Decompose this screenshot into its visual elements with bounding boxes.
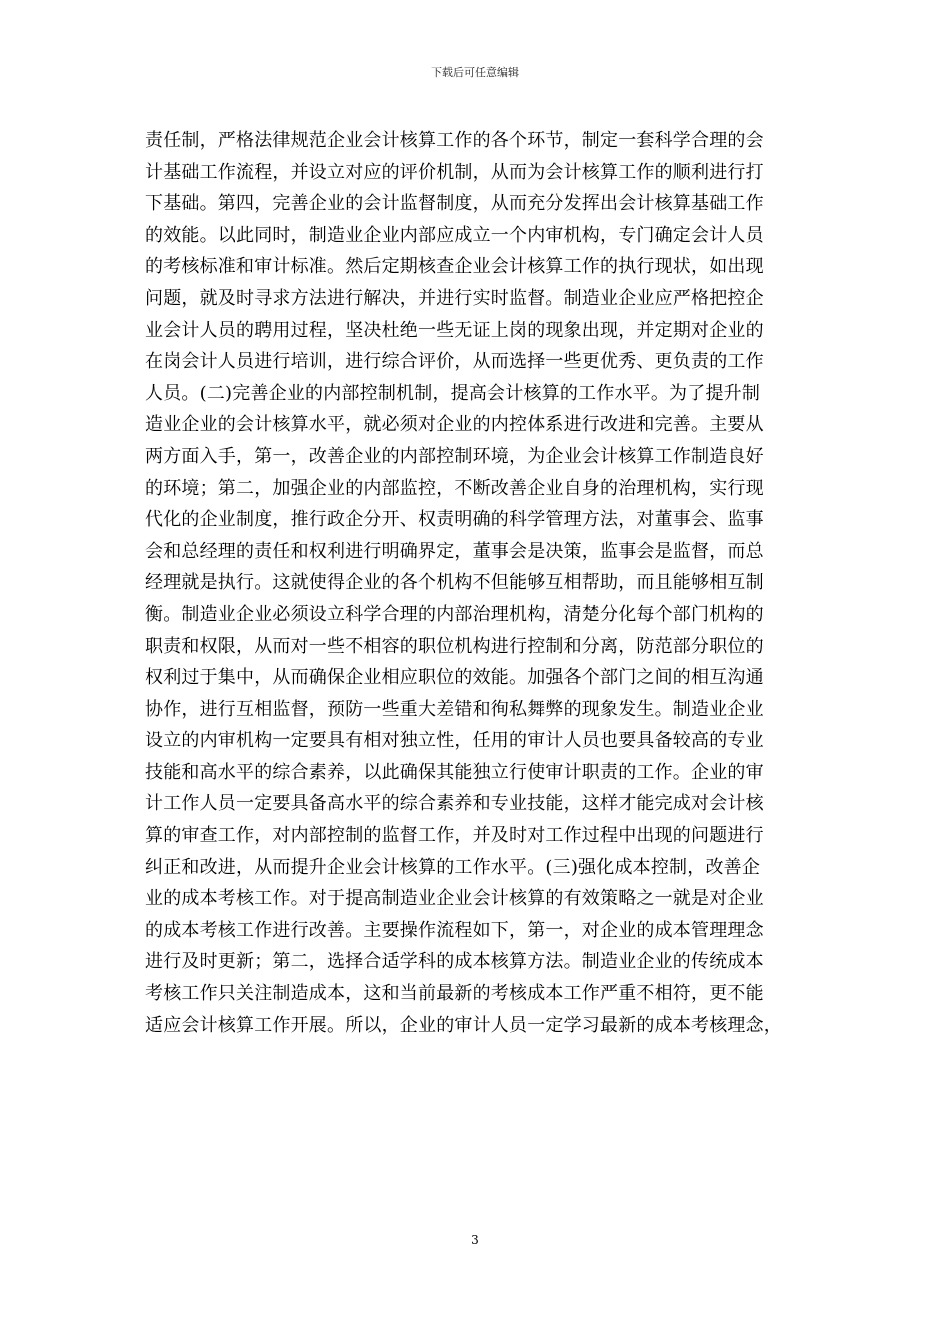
text-line: 在岗会计人员进行培训，进行综合评价，从而选择一些更优秀、更负责的工作: [145, 351, 764, 373]
text-line: 问题，就及时寻求方法进行解决，并进行实时监督。制造业企业应严格把控企: [145, 287, 764, 309]
text-line: 会和总经理的责任和权利进行明确界定，董事会是决策，监事会是监督，而总: [145, 540, 764, 562]
text-line: 衡。制造业企业必须设立科学合理的内部治理机构，清楚分化每个部门机构的: [145, 603, 764, 625]
text-line: 权利过于集中，从而确保企业相应职位的效能。加强各个部门之间的相互沟通: [145, 667, 764, 689]
text-line: 协作，进行互相监督，预防一些重大差错和徇私舞弊的现象发生。制造业企业: [145, 698, 764, 720]
page-header: 下载后可任意编辑: [431, 66, 519, 79]
text-line: 适应会计核算工作开展。所以，企业的审计人员一定学习最新的成本考核理念，: [145, 1014, 782, 1036]
text-line: 两方面入手，第一，改善企业的内部控制环境，为企业会计核算工作制造良好: [145, 445, 764, 467]
text-line: 业会计人员的聘用过程，坚决杜绝一些无证上岗的现象出现，并定期对企业的: [145, 319, 764, 341]
text-line: 代化的企业制度，推行政企分开、权责明确的科学管理方法，对董事会、监事: [145, 509, 764, 531]
text-line: 计工作人员一定要具备高水平的综合素养和专业技能，这样才能完成对会计核: [145, 793, 764, 815]
text-line: 人员。(二)完善企业的内部控制机制，提高会计核算的工作水平。为了提升制: [145, 382, 761, 404]
text-line: 计基础工作流程，并设立对应的评价机制，从而为会计核算工作的顺利进行打: [145, 161, 764, 183]
text-line: 的考核标准和审计标准。然后定期核查企业会计核算工作的执行现状，如出现: [145, 256, 764, 278]
body-text: [145, 125, 805, 1041]
text-line: 的效能。以此同时，制造业企业内部应成立一个内审机构，专门确定会计人员: [145, 224, 764, 246]
text-line: 责任制，严格法律规范企业会计核算工作的各个环节，制定一套科学合理的会: [145, 130, 764, 151]
text-line: 设立的内审机构一定要具有相对独立性，任用的审计人员也要具备较高的专业: [145, 730, 764, 752]
text-line: 职责和权限，从而对一些不相容的职位机构进行控制和分离，防范部分职位的: [145, 635, 764, 657]
text-line: 纠正和改进，从而提升企业会计核算的工作水平。(三)强化成本控制，改善企: [145, 856, 761, 878]
text-line: 业的成本考核工作。对于提高制造业企业会计核算的有效策略之一就是对企业: [145, 888, 764, 910]
text-line: 造业企业的会计核算水平，就必须对企业的内控体系进行改进和完善。主要从: [145, 414, 764, 436]
text-line: 经理就是执行。这就使得企业的各个机构不但能够互相帮助，而且能够相互制: [145, 572, 764, 594]
text-line: 下基础。第四，完善企业的会计监督制度，从而充分发挥出会计核算基础工作: [145, 193, 764, 215]
text-line: 的成本考核工作进行改善。主要操作流程如下，第一，对企业的成本管理理念: [145, 919, 764, 941]
text-line: 技能和高水平的综合素养，以此确保其能独立行使审计职责的工作。企业的审: [145, 761, 764, 783]
text-line: 算的审查工作，对内部控制的监督工作，并及时对工作过程中出现的问题进行: [145, 825, 764, 847]
text-line: 考核工作只关注制造成本，这和当前最新的考核成本工作严重不相符，更不能: [145, 983, 764, 1005]
page-number: 3: [471, 1233, 479, 1247]
text-line: 进行及时更新；第二，选择合适学科的成本核算方法。制造业企业的传统成本: [145, 951, 764, 973]
text-line: 的环境；第二，加强企业的内部监控，不断改善企业自身的治理机构，实行现: [145, 477, 764, 499]
